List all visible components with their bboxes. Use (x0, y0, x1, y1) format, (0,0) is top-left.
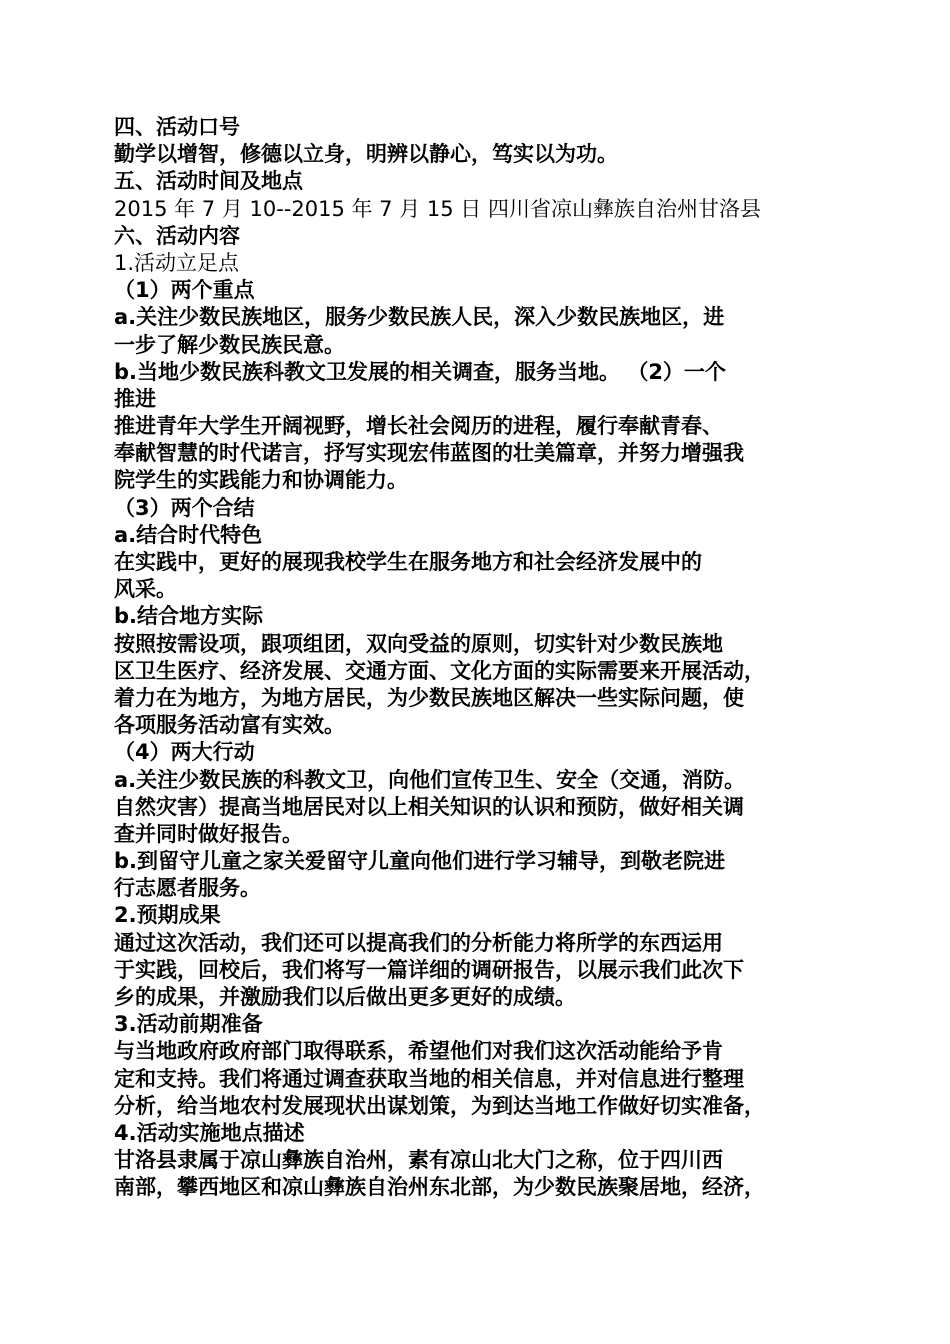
text-line: 4.活动实施地点描述 (114, 1120, 305, 1145)
text-line: 2.预期成果 (114, 903, 221, 928)
text-line: b.当地少数民族科教文卫发展的相关调查，服务当地。 （2）一个 (114, 359, 726, 384)
text-line: 院学生的实践能力和协调能力。 (114, 468, 408, 493)
text-line: 六、活动内容 (114, 223, 240, 248)
text-line: 奉献智慧的时代诺言，抒写实现宏伟蓝图的壮美篇章，并努力增强我 (114, 441, 744, 466)
text-line: 区卫生医疗、经济发展、交通方面、文化方面的实际需要来开展活动， (114, 658, 765, 683)
text-line: 查并同时做好报告。 (114, 821, 303, 846)
text-line: 通过这次活动，我们还可以提高我们的分析能力将所学的东西运用 (114, 930, 723, 955)
text-line: 四、活动口号 (114, 115, 240, 139)
text-line: 行志愿者服务。 (114, 876, 261, 901)
text-line: a.结合时代特色 (114, 522, 263, 547)
text-line: b.结合地方实际 (114, 604, 264, 629)
text-line: b.到留守儿童之家关爱留守儿童向他们进行学习辅导，到敬老院进 (114, 849, 726, 874)
text-line: a.关注少数民族地区，服务少数民族人民，深入少数民族地区，进 (114, 305, 725, 330)
text-line: 推进青年大学生开阔视野，增长社会阅历的进程，履行奉献青春、 (114, 414, 723, 439)
text-line: 1.活动立足点 (114, 250, 240, 275)
text-line: 自然灾害）提高当地居民对以上相关知识的认识和预防，做好相关调 (114, 794, 744, 819)
text-line: 推进 (114, 386, 156, 411)
document-body (114, 114, 854, 1202)
text-line: 南部，攀西地区和凉山彝族自治州东北部，为少数民族聚居地，经济， (114, 1175, 765, 1200)
text-line: 各项服务活动富有实效。 (114, 713, 345, 738)
text-line: 分析，给当地农村发展现状出谋划策，为到达当地工作做好切实准备， (114, 1093, 765, 1118)
text-line: （3）两个合结 (114, 495, 255, 520)
text-line: 3.活动前期准备 (114, 1012, 263, 1037)
text-line: 于实践，回校后，我们将写一篇详细的调研报告，以展示我们此次下 (114, 957, 744, 982)
text-line: 五、活动时间及地点 (114, 169, 303, 194)
text-line: 2015 年 7 月 10--2015 年 7 月 15 日 四川省凉山彝族自治州甘洛县 (114, 196, 761, 221)
text-line: （1）两个重点 (114, 278, 255, 303)
text-line: 勤学以增智，修德以立身，明辨以静心，笃实以为功。 (114, 142, 618, 167)
text-line: a.关注少数民族的科教文卫，向他们宣传卫生、安全（交通，消防。 (114, 767, 746, 792)
text-line: 一步了解少数民族民意。 (114, 332, 345, 357)
text-line: 甘洛县隶属于凉山彝族自治州，素有凉山北大门之称，位于四川西 (114, 1148, 723, 1173)
text-line: 定和支持。我们将通过调查获取当地的相关信息，并对信息进行整理 (114, 1066, 744, 1091)
text-line: 在实践中，更好的展现我校学生在服务地方和社会经济发展中的 (114, 550, 702, 574)
text-line: 与当地政府政府部门取得联系，希望他们对我们这次活动能给予肯 (114, 1039, 723, 1064)
text-line: 乡的成果，并激励我们以后做出更多更好的成绩。 (114, 985, 576, 1009)
text-line: （4）两大行动 (114, 740, 255, 765)
text-line: 着力在为地方，为地方居民，为少数民族地区解决一些实际问题，使 (114, 685, 744, 710)
text-line: 风采。 (114, 577, 177, 602)
text-line: 按照按需设项，跟项组团，双向受益的原则，切实针对少数民族地 (114, 631, 723, 656)
